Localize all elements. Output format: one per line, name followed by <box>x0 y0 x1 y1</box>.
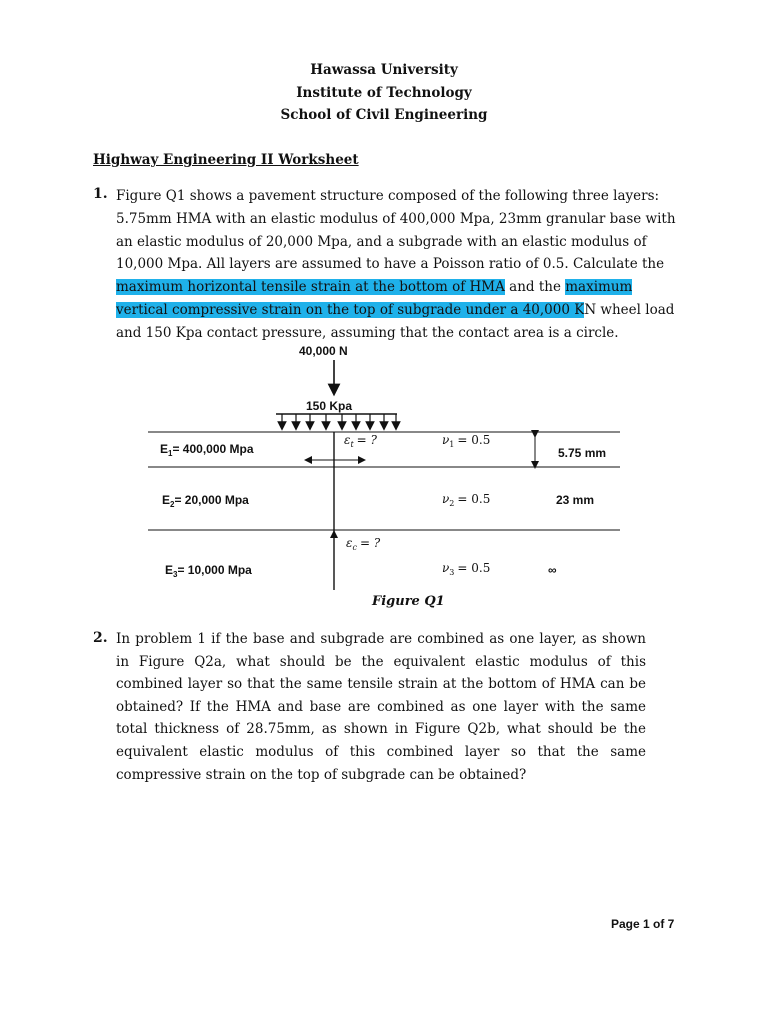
thickness1-label: 5.75 mm <box>558 446 607 460</box>
question-2-number: 2. <box>93 630 108 646</box>
page-number: Page 1 of 7 <box>611 917 675 931</box>
q1-line: vertical compressive strain on the top of subgrade under a 40,000 KN wheel load <box>116 301 675 318</box>
thickness3-label: ∞ <box>548 563 557 577</box>
pressure-arrows <box>282 414 396 426</box>
load-label: 40,000 N <box>299 344 348 358</box>
figure-caption: Figure Q1 <box>372 594 445 609</box>
q1-line: maximum horizontal tensile strain at the bottom of HMA and the maximum <box>116 279 633 296</box>
pavement-figure <box>0 340 768 600</box>
school-name: School of Civil Engineering <box>280 107 488 123</box>
tensile-strain-label: $\varepsilon_t$ = ? <box>344 433 377 449</box>
question-1-text <box>116 185 676 345</box>
highlight: maximum horizontal tensile strain at the bottom of HMA <box>116 279 505 296</box>
institute-name: Institute of Technology <box>296 85 472 101</box>
highlight: vertical compressive strain on the top of subgrade under a 40,000 K <box>116 301 585 318</box>
worksheet-title: Highway Engineering II Worksheet <box>93 152 359 168</box>
question-2-text: In problem 1 if the base and subgrade are combined as one layer, as shown in Figure Q2a, what should be the equivalent elastic modulus of this combined layer so that the same tensile strain at the bottom of HMA can be obtained? If the HMA and base are combined as one layer with the same total thickness of 28.75mm, as shown in Figure Q2b, what should be the equivalent elastic modulus of this combined layer so that the same compressive strain on the top of subgrade can be obtained? <box>116 631 646 783</box>
q1-line: and 150 Kpa contact pressure, assuming that the contact area is a circle. <box>116 324 619 341</box>
compressive-strain-label: $\varepsilon_c$ = ? <box>346 536 381 552</box>
pressure-label: 150 Kpa <box>306 399 353 413</box>
layer3-modulus: $E_3= 10,000$ Mpa <box>165 563 252 579</box>
layer2-modulus: $E_2= 20,000$ Mpa <box>162 493 249 509</box>
q1-line: 10,000 Mpa. All layers are assumed to have a Poisson ratio of 0.5. Calculate the <box>116 256 665 273</box>
poisson-3: $\nu_3 = 0.5$ <box>442 561 491 577</box>
q1-line: an elastic modulus of 20,000 Mpa, and a subgrade with an elastic modulus of <box>116 233 647 250</box>
highlight: maximum <box>565 279 633 296</box>
poisson-1: $\nu_1 = 0.5$ <box>442 433 491 449</box>
university-name: Hawassa University <box>310 62 458 78</box>
poisson-2: $\nu_2 = 0.5$ <box>442 492 491 508</box>
question-1-number: 1. <box>93 186 108 202</box>
layer1-modulus: $E_1= 400,000$ Mpa <box>160 442 254 458</box>
q1-line: Figure Q1 shows a pavement structure composed of the following three layers: <box>116 188 660 204</box>
thickness2-label: 23 mm <box>556 493 595 507</box>
q1-line: 5.75mm HMA with an elastic modulus of 400,000 Mpa, 23mm granular base with <box>116 210 676 227</box>
